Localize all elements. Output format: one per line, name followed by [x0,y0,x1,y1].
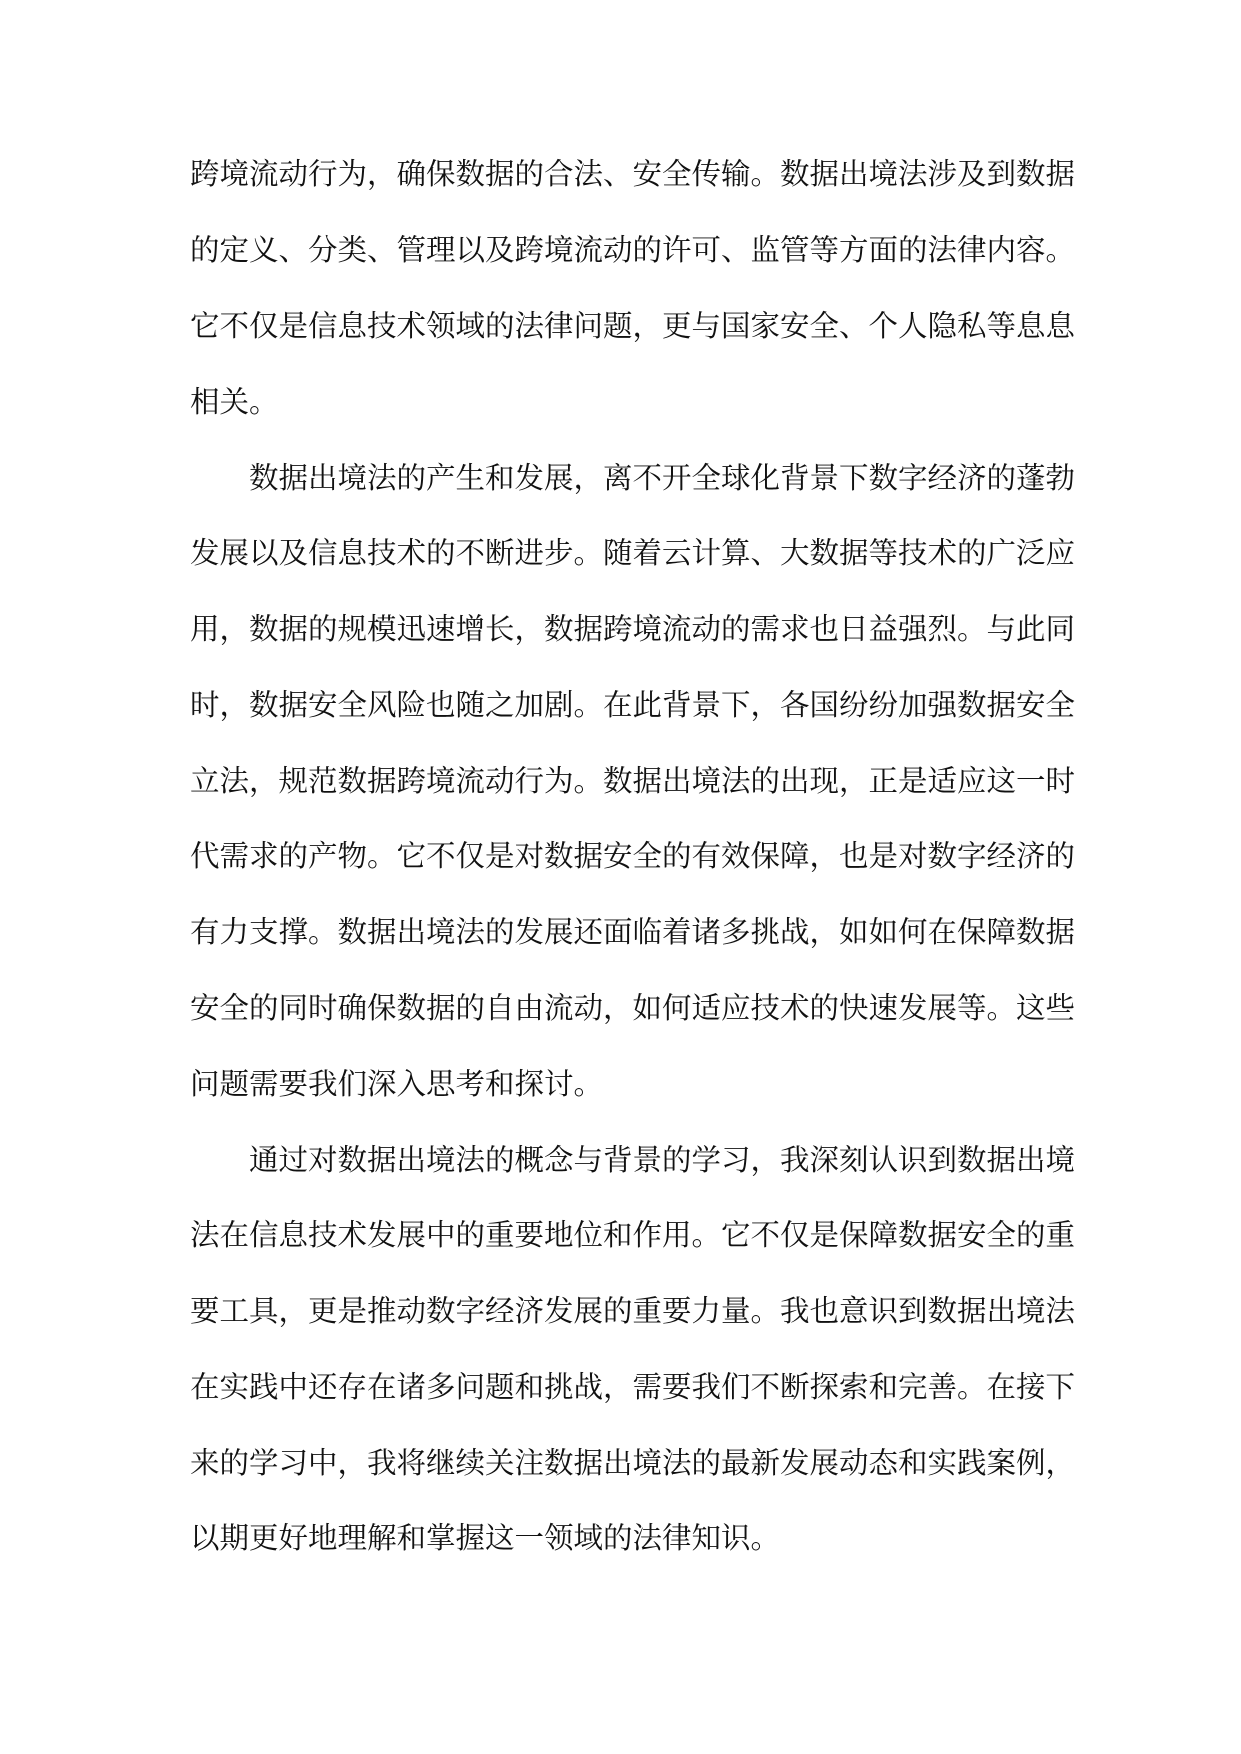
paragraph-first-line: 数据出境法的产生和发展，离不开全球化背景下数字经济的蓬勃 [249,461,1076,495]
text-line: 立法，规范数据跨境流动行为。数据出境法的出现，正是适应这一时 [190,764,1076,798]
text-line: 法在信息技术发展中的重要地位和作用。它不仅是保障数据安全的重 [190,1218,1076,1252]
text-line: 在实践中还存在诸多问题和挑战，需要我们不断探索和完善。在接下 [190,1370,1076,1404]
paragraph-first-line: 通过对数据出境法的概念与背景的学习，我深刻认识到数据出境 [249,1143,1076,1177]
text-line: 发展以及信息技术的不断进步。随着云计算、大数据等技术的广泛应 [190,536,1076,570]
text-line: 来的学习中，我将继续关注数据出境法的最新发展动态和实践案例， [190,1446,1076,1480]
text-line: 以期更好地理解和掌握这一领域的法律知识。 [190,1521,781,1555]
text-line: 跨境流动行为，确保数据的合法、安全传输。数据出境法涉及到数据 [190,157,1076,191]
text-line: 有力支撑。数据出境法的发展还面临着诸多挑战，如如何在保障数据 [190,915,1076,949]
text-line: 相关。 [190,385,279,419]
text-line: 的定义、分类、管理以及跨境流动的许可、监管等方面的法律内容。 [190,233,1076,267]
text-line: 时，数据安全风险也随之加剧。在此背景下，各国纷纷加强数据安全 [190,688,1076,722]
text-line: 它不仅是信息技术领域的法律问题，更与国家安全、个人隐私等息息 [190,309,1076,343]
text-line: 安全的同时确保数据的自由流动，如何适应技术的快速发展等。这些 [190,991,1076,1025]
text-line: 要工具，更是推动数字经济发展的重要力量。我也意识到数据出境法 [190,1294,1076,1328]
text-line: 代需求的产物。它不仅是对数据安全的有效保障，也是对数字经济的 [190,839,1076,873]
text-line: 问题需要我们深入思考和探讨。 [190,1067,604,1101]
text-line: 用，数据的规模迅速增长，数据跨境流动的需求也日益强烈。与此同 [190,612,1076,646]
